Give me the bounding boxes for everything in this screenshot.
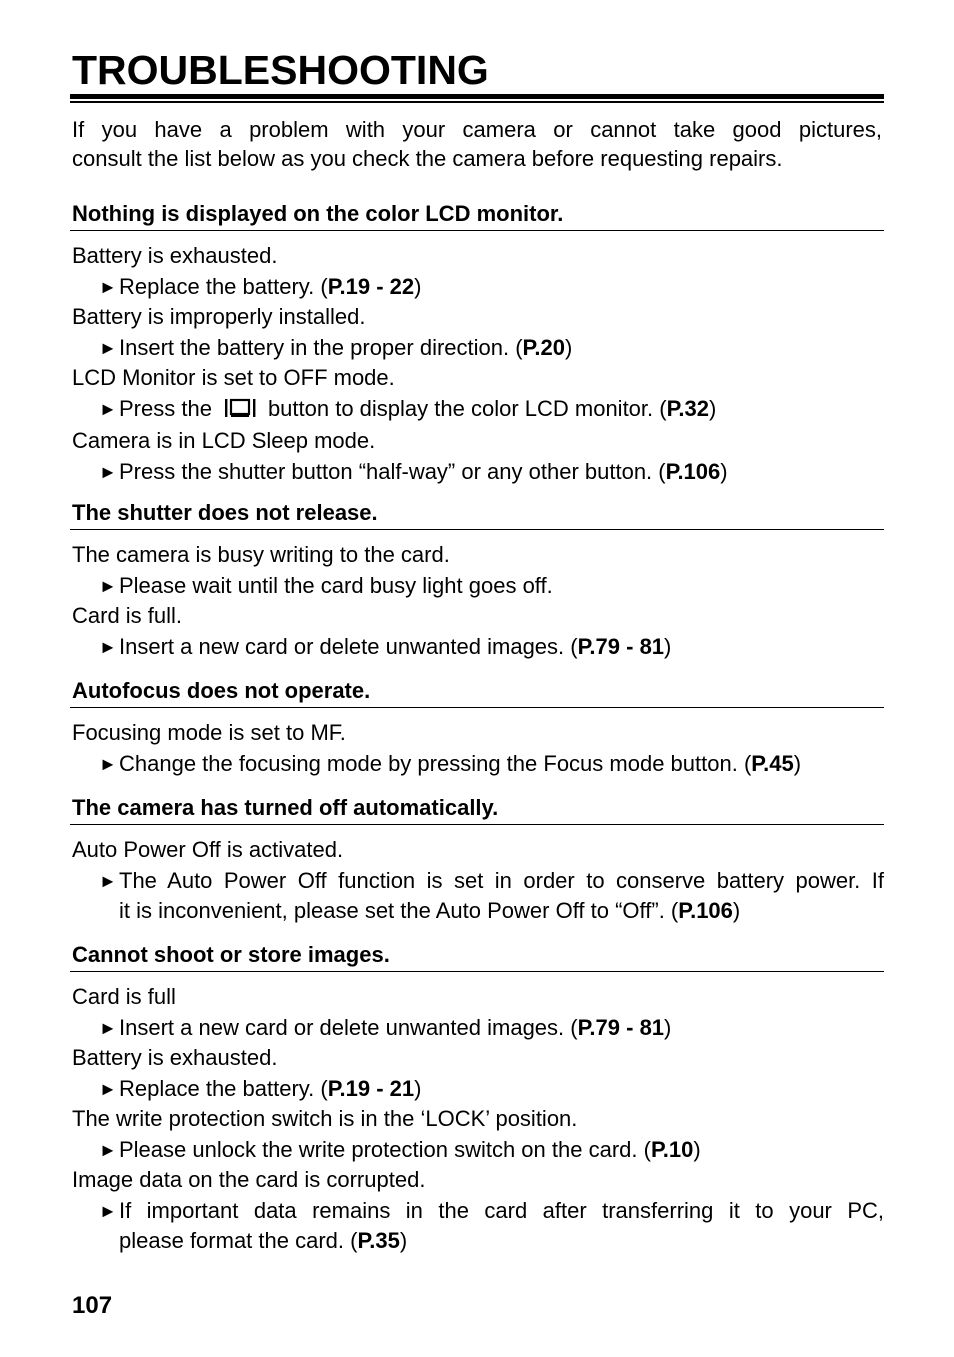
remedy-text: Please wait until the card busy light goes off. — [119, 572, 553, 598]
remedy — [72, 457, 884, 488]
page-title: TROUBLESHOOTING — [72, 47, 489, 93]
cause: The write protection switch is in the ‘LOCK’ position. — [72, 1106, 578, 1131]
page-reference: P.106 — [678, 898, 733, 923]
title-rule-thick — [70, 94, 884, 99]
remedy-close: ) — [399, 1228, 408, 1253]
remedy — [72, 1013, 884, 1044]
right-triangle-bullet-icon: ► — [99, 636, 117, 657]
remedy-text-pre: Press the — [119, 395, 212, 421]
remedy-text-line-1: If important data remains in the card after transferring it to your PC, — [119, 1197, 884, 1223]
remedy-close: ) — [709, 395, 717, 421]
right-triangle-bullet-icon: ► — [99, 461, 117, 482]
section-heading: Autofocus does not operate. — [70, 677, 884, 708]
display-button-icon — [224, 396, 258, 427]
section-shutter — [72, 499, 884, 662]
cause: Auto Power Off is activated. — [72, 837, 344, 862]
remedy-close: ) — [664, 633, 672, 659]
remedy-close: ) — [414, 1075, 422, 1101]
remedy-text: Replace the battery. ( — [119, 1075, 328, 1101]
remedy-text: Insert the battery in the proper direction. ( — [119, 334, 523, 360]
page-number: 107 — [72, 1292, 113, 1319]
remedy-text: Insert a new card or delete unwanted images. ( — [119, 1014, 578, 1040]
remedy-close: ) — [693, 1136, 701, 1162]
remedy-close: ) — [664, 1014, 672, 1040]
cause: LCD Monitor is set to OFF mode. — [72, 365, 395, 390]
section-heading: Cannot shoot or store images. — [70, 941, 884, 972]
intro-line-1: If you have a problem with your camera or cannot take good pictures, — [72, 117, 882, 142]
page-reference: P.32 — [666, 395, 710, 421]
remedy-close: ) — [414, 273, 422, 299]
page-reference: P.79 - 81 — [577, 633, 665, 659]
section-heading: Nothing is displayed on the color LCD monitor. — [70, 200, 884, 231]
right-triangle-bullet-icon: ► — [99, 1078, 117, 1099]
remedy — [72, 866, 884, 927]
remedy-close: ) — [564, 334, 573, 360]
remedy-text: please format the card. ( — [119, 1228, 358, 1253]
section-heading: The shutter does not release. — [70, 499, 884, 530]
cause: Card is full — [72, 984, 176, 1009]
remedy-close: ) — [732, 898, 741, 923]
remedy-text: Insert a new card or delete unwanted images. ( — [119, 633, 578, 659]
intro-line-2: consult the list below as you check the camera before requesting repairs. — [72, 145, 783, 171]
remedy — [72, 571, 884, 602]
remedy — [72, 272, 884, 303]
remedy — [72, 632, 884, 663]
remedy-text: Please unlock the write protection switch on the card. ( — [119, 1136, 651, 1162]
remedy-text: button to display the color LCD monitor. ( — [267, 395, 667, 421]
right-triangle-bullet-icon: ► — [99, 753, 117, 774]
remedy — [72, 1135, 884, 1166]
cause: Battery is exhausted. — [72, 243, 278, 268]
remedy-text-line-1: The Auto Power Off function is set in order to conserve battery power. If — [119, 867, 884, 893]
remedy-close: ) — [720, 458, 728, 484]
page-reference: P.35 — [357, 1228, 400, 1253]
page-reference: P.19 - 22 — [327, 273, 415, 299]
intro-paragraph — [72, 116, 882, 173]
cause: Battery is improperly installed. — [72, 304, 366, 329]
right-triangle-bullet-icon: ► — [99, 276, 117, 297]
section-heading: The camera has turned off automatically. — [70, 794, 884, 825]
right-triangle-bullet-icon: ► — [99, 870, 117, 891]
right-triangle-bullet-icon: ► — [99, 1139, 117, 1160]
cause: The camera is busy writing to the card. — [72, 542, 450, 567]
page-reference: P.10 — [650, 1136, 694, 1162]
right-triangle-bullet-icon: ► — [99, 575, 117, 596]
right-triangle-bullet-icon: ► — [99, 337, 117, 358]
section-auto-power-off — [72, 794, 884, 927]
remedy — [72, 749, 884, 780]
remedy-text: Replace the battery. ( — [119, 273, 328, 299]
page-reference: P.19 - 21 — [327, 1075, 415, 1101]
remedy — [72, 1196, 884, 1257]
cause: Battery is exhausted. — [72, 1045, 278, 1070]
remedy — [72, 394, 884, 427]
title-rule-thin — [70, 101, 884, 103]
right-triangle-bullet-icon: ► — [99, 398, 117, 419]
page-reference: P.45 — [751, 750, 794, 776]
remedy — [72, 333, 884, 364]
remedy-text: Press the shutter button “half-way” or any other button. ( — [119, 458, 666, 484]
section-lcd-blank — [72, 200, 884, 487]
page-reference: P.20 — [522, 334, 565, 360]
cause: Focusing mode is set to MF. — [72, 720, 346, 745]
remedy-text: it is inconvenient, please set the Auto Power Off to “Off”. ( — [119, 898, 679, 923]
section-cannot-shoot — [72, 941, 884, 1257]
section-autofocus — [72, 677, 884, 779]
cause: Card is full. — [72, 603, 183, 628]
page-reference: P.106 — [665, 458, 721, 484]
page-reference: P.79 - 81 — [577, 1014, 665, 1040]
remedy — [72, 1074, 884, 1105]
cause: Camera is in LCD Sleep mode. — [72, 428, 376, 453]
remedy-text: Change the focusing mode by pressing the Focus mode button. ( — [119, 750, 752, 776]
right-triangle-bullet-icon: ► — [99, 1017, 117, 1038]
right-triangle-bullet-icon: ► — [99, 1200, 117, 1221]
cause: Image data on the card is corrupted. — [72, 1167, 426, 1192]
remedy-close: ) — [793, 750, 802, 776]
